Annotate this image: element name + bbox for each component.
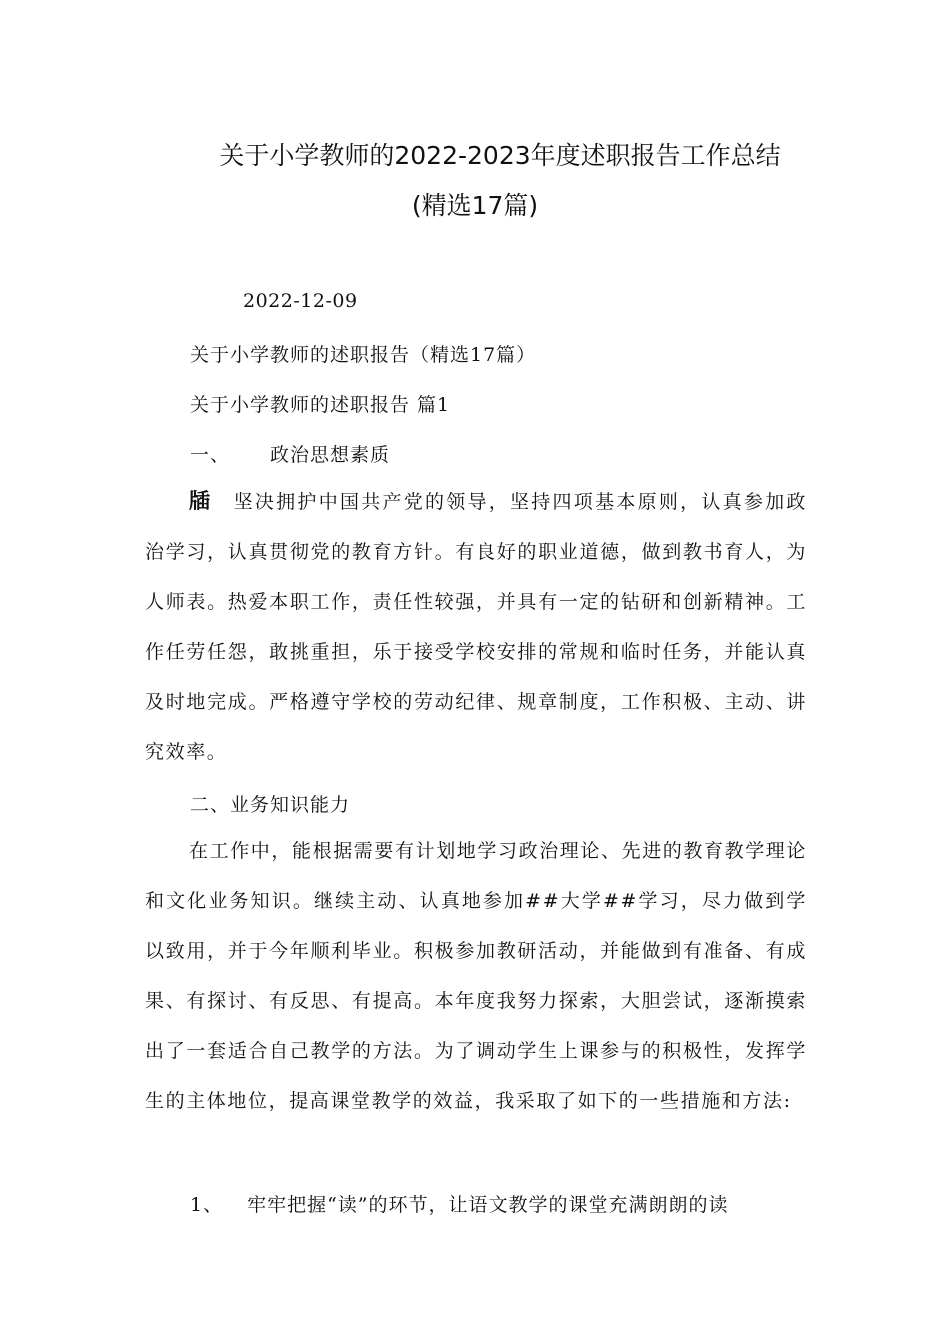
list-item-1-text: 牢牢把握“读”的环节，让语文教学的课堂充满朗朗的读 — [247, 1194, 729, 1216]
list-item-1 — [190, 1190, 729, 1217]
paragraph-2-text: 在工作中，能根据需要有计划地学习政治理论、先进的教育教学理论和文化业务知识。继续主动、认真地参加##大学##学习，尽力做到学以致用，并于今年顺利毕业。积极参加教研活动，并能做到有准备、有成果、有探讨、有反思、有提高。本年度我努力探索，大胆尝试，逐渐摸索出了一套适合自己教学的方法。为了调动学生上课参与的积极性，发挥学生的主体地位，提高课堂教学的效益，我采取了如下的一些措施和方法: — [145, 840, 808, 1112]
section-1-heading — [190, 440, 390, 467]
section-1-number: 一、 — [190, 444, 231, 466]
paragraph-1-text: 坚决拥护中国共产党的领导，坚持四项基本原则，认真参加政治学习，认真贯彻党的教育方针。有良好的职业道德，做到教书育人，为人师表。热爱本职工作，责任性较强，并具有一定的钻研和创新精神。工作任劳任怨，敢挑重担，乐于接受学校安排的常规和临时任务，并能认真及时地完成。严格遵守学校的劳动纪律、规章制度，工作积极、主动、讲究效率。 — [145, 491, 807, 763]
article-heading: 关于小学教师的述职报告 篇1 — [190, 394, 451, 416]
section-1-title: 政治思想素质 — [270, 444, 391, 466]
paragraph-1 — [145, 476, 807, 776]
paragraph-1-mark: 牐 — [189, 489, 212, 513]
list-item-1-number: 1、 — [190, 1194, 224, 1216]
document-date: 2022-12-09 — [243, 290, 358, 312]
document-title-line-2: (精选17篇) — [411, 191, 539, 220]
section-2-heading: 二、业务知识能力 — [190, 794, 351, 816]
collection-heading: 关于小学教师的述职报告（精选17篇） — [190, 344, 537, 366]
paragraph-2 — [145, 826, 807, 1176]
document-title-line-1: 关于小学教师的2022-2023年度述职报告工作总结 — [219, 141, 781, 170]
